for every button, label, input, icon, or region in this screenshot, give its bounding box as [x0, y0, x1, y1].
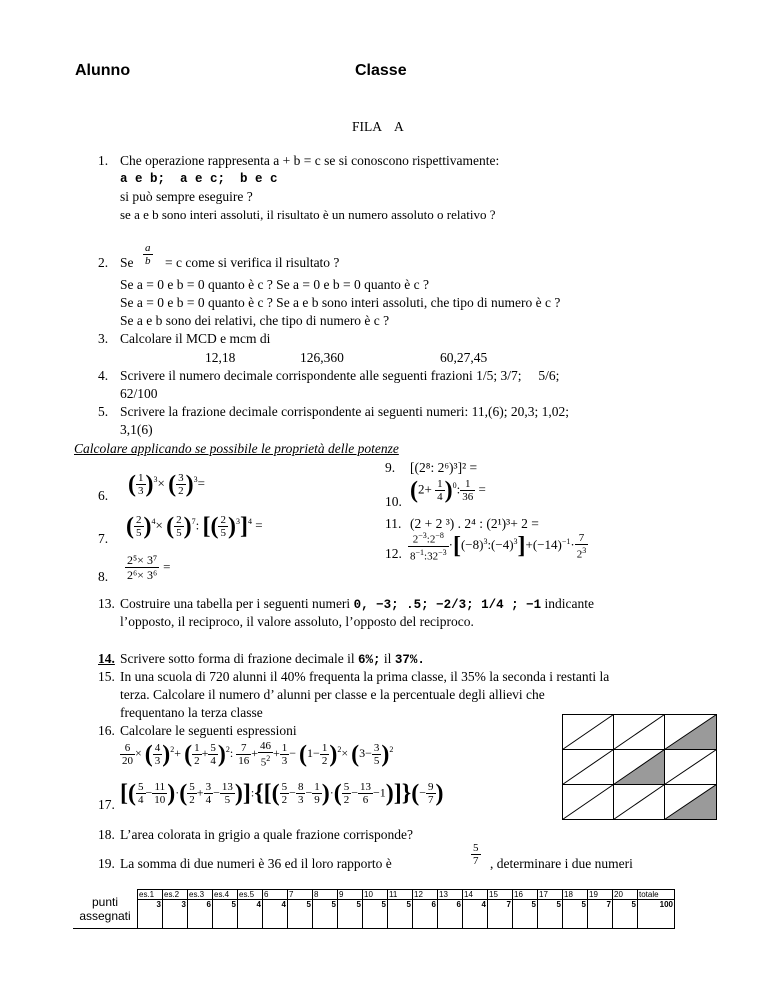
- q2-frac-num: a: [145, 242, 151, 254]
- points-header-cell: 12: [413, 890, 438, 900]
- q11-num: 11.: [385, 516, 402, 531]
- q2-se: Se: [120, 255, 134, 270]
- q3-b: 126,360: [300, 350, 344, 365]
- q13-text-a: Costruire una tabella per i seguenti numeri: [120, 596, 351, 611]
- q7-num: 7.: [98, 531, 109, 546]
- q2-line2: Se a = 0 e b = 0 quanto è c ? Se a = 0 e b = 0 quanto è c ?: [120, 277, 429, 292]
- points-header-cell: es.2: [163, 890, 188, 900]
- q19-text: La somma di due numeri è 36 ed il loro rapporto è: [120, 856, 392, 871]
- points-value-cell: 5: [288, 900, 313, 929]
- points-value-cell: 100: [638, 900, 675, 929]
- q15-num: 15.: [98, 669, 115, 684]
- fila-label: FILA A: [352, 119, 404, 134]
- points-header-cell: 7: [288, 890, 313, 900]
- q14-p1: 6%;: [358, 653, 381, 667]
- points-header-cell: 13: [438, 890, 463, 900]
- q1-line4: se a e b sono interi assoluti, il risultato è un numero assoluto o relativo ?: [120, 207, 496, 222]
- q1-num: 1.: [98, 153, 109, 168]
- q18-text: L’area colorata in grigio a quale frazione corrisponde?: [120, 827, 413, 842]
- q13-num: 13.: [98, 596, 115, 611]
- q8-expression: [125, 553, 170, 582]
- points-value-cell: 5: [538, 900, 563, 929]
- q6-num: 6.: [98, 488, 109, 503]
- points-value-cell: 5: [513, 900, 538, 929]
- q19-frac-num: 5: [473, 842, 479, 854]
- q16-expression: $\frac{6}{20}$ × ( $\frac{4}{3}$ )$^2$+ ( $\frac{1}{2}$ + $\frac{5}{4}$ )$^2$: $\frac{7}{16}$ + $\frac{46}{5^2}$ + $\frac{1}{3}$ − (1− $\frac{1}{2}$ )$^2$× (3− $\frac{3}{5}$ )$^2$: [122, 740, 394, 769]
- q8-equals: =: [163, 559, 171, 575]
- q5-num: 5.: [98, 404, 109, 419]
- q2-rest: = c come si verifica il risultato ?: [165, 255, 340, 270]
- points-value-cell: 3: [138, 900, 163, 929]
- points-value-cell: 6: [438, 900, 463, 929]
- q3-a: 12,18: [205, 350, 236, 365]
- q2-fraction: [143, 242, 153, 267]
- q1-line3: si può sempre eseguire ?: [120, 189, 253, 204]
- q13-text-b: indicante: [544, 596, 594, 611]
- points-value-cell: 6: [188, 900, 213, 929]
- q7-expression: ( $\frac{2}{5}$ )$^4$× ( $\frac{2}{5}$ )$^7$: [( $\frac{2}{5}$ )$^3$]$^4$ =: [126, 513, 263, 540]
- q9-num: 9.: [385, 460, 396, 475]
- grey-area-figure: [562, 714, 717, 820]
- points-value-cell: 6: [413, 900, 438, 929]
- q13-numbers: 0, −3; .5; −2/3; 1/4 ; −1: [353, 598, 542, 612]
- points-value-cell: 5: [338, 900, 363, 929]
- points-header-cell: es.3: [188, 890, 213, 900]
- q8-num: 8.: [98, 569, 109, 584]
- section-title: Calcolare applicando se possibile le proprietà delle potenze: [74, 441, 399, 456]
- q18-num: 18.: [98, 827, 115, 842]
- q15-line3: frequentano la terza classe: [120, 705, 263, 720]
- points-value-cell: 5: [363, 900, 388, 929]
- points-label: punti assegnati: [73, 890, 138, 929]
- q19-fraction: [471, 842, 481, 867]
- points-header-cell: es.4: [213, 890, 238, 900]
- q13-text: [120, 595, 594, 614]
- q6-expression: ( $\frac{1}{3}$ )$^3$× ( $\frac{3}{2}$ )$^3$=: [128, 471, 205, 498]
- q1-line1: Che operazione rappresenta a + b = c se si conoscono rispettivamente:: [120, 153, 500, 168]
- points-table: [73, 889, 675, 929]
- q19-text2: , determinare i due numeri: [490, 856, 633, 871]
- points-header-cell: 8: [313, 890, 338, 900]
- q14-il: il: [383, 651, 392, 666]
- q17-expression: [( $\frac{5}{4}$ − $\frac{11}{10}$ )·( $\frac{5}{2}$ + $\frac{3}{4}$ − $\frac{13}{5}$ )]:{[( $\frac{5}{2}$ − $\frac{8}{3}$ − $\frac{1}{9}$ )·( $\frac{5}{2}$ − $\frac{13}{6}$ −1)]}(− $\frac{9}{7}$ ): [120, 780, 444, 807]
- q2-line3: Se a = 0 e b = 0 quanto è c ? Se a e b sono interi assoluti, che tipo di numero è c ?: [120, 295, 561, 310]
- q15-line2: terza. Calcolare il numero d’ alunni per classe e la percentuale degli allievi che: [120, 687, 545, 702]
- points-header-cell: es.1: [138, 890, 163, 900]
- points-header-cell: 20: [613, 890, 638, 900]
- q19-num: 19.: [98, 856, 115, 871]
- q2-frac-den: b: [145, 255, 151, 267]
- q15-line1: In una scuola di 720 alunni il 40% frequenta la prima classe, il 35% la seconda i restanti la: [120, 669, 610, 684]
- points-value-cell: 7: [588, 900, 613, 929]
- q2-line4: Se a e b sono dei relativi, che tipo di numero è c ?: [120, 313, 390, 328]
- q16-text: Calcolare le seguenti espressioni: [120, 723, 297, 738]
- q17-num: 17.: [98, 797, 115, 812]
- points-value-cell: 5: [613, 900, 638, 929]
- q14-num: 14.: [98, 651, 115, 666]
- q3-c: 60,27,45: [440, 350, 488, 365]
- points-value-cell: 3: [163, 900, 188, 929]
- points-header-cell: 6: [263, 890, 288, 900]
- q2-num: 2.: [98, 255, 109, 270]
- points-header-cell: 17: [538, 890, 563, 900]
- points-header-cell: 16: [513, 890, 538, 900]
- points-value-cell: 5: [563, 900, 588, 929]
- points-value-cell: 4: [463, 900, 488, 929]
- q1-line2: a e b; a e c; b e c: [120, 172, 278, 186]
- q19-frac-den: 7: [473, 855, 479, 867]
- points-values-row: [73, 900, 675, 929]
- points-value-cell: 5: [313, 900, 338, 929]
- points-header-cell: 19: [588, 890, 613, 900]
- q14-text-a: Scrivere sotto forma di frazione decimale il: [120, 651, 355, 666]
- points-value-cell: 4: [263, 900, 288, 929]
- points-header-cell: 10: [363, 890, 388, 900]
- q5-text: Scrivere la frazione decimale corrispondente ai seguenti numeri: 11,(6); 20,3; 1,02;: [120, 404, 569, 419]
- q9-expr: [(2⁸: 2⁶)³]² =: [410, 460, 478, 475]
- q12-num: 12.: [385, 546, 402, 561]
- q3-text: Calcolare il MCD e mcm di: [120, 331, 271, 346]
- q10-expression: (2+ $\frac{1}{4}$ )$^0$: $\frac{1}{36}$ =: [410, 477, 486, 504]
- q11-expr: (2 + 2 ³) . 2⁴ : (2¹)³+ 2 =: [410, 516, 539, 531]
- points-header-cell: 9: [338, 890, 363, 900]
- points-header-cell: 18: [563, 890, 588, 900]
- q14-p2: 37%.: [394, 653, 425, 667]
- q10-num: 10.: [385, 494, 402, 509]
- points-header-cell: 15: [488, 890, 513, 900]
- points-value-cell: 5: [213, 900, 238, 929]
- points-header-cell: 14: [463, 890, 488, 900]
- q13-line2: l’opposto, il reciproco, il valore assoluto, l’opposto del reciproco.: [120, 614, 474, 629]
- q4-text: Scrivere il numero decimale corrispondente alle seguenti frazioni 1/5; 3/7; 5/6;: [120, 368, 560, 383]
- q5-cont: 3,1(6): [120, 422, 153, 437]
- q8-denominator: 2⁶× 3⁶: [127, 568, 158, 582]
- q4-num: 4.: [98, 368, 109, 383]
- points-header-cell: 11: [388, 890, 413, 900]
- q16-num: 16.: [98, 723, 115, 738]
- points-value-cell: 4: [238, 900, 263, 929]
- points-header-row: [73, 890, 675, 900]
- q4-cont: 62/100: [120, 386, 158, 401]
- q12-expression: $\frac{2^{-3}:2^{-8}}{8^{-1}:32^{-3}}$ $\cdot[(-8)^3:(-4)^3]+(-14)^{-1}\cdot$ $\frac{7}{2^3}$: [410, 531, 587, 563]
- q3-num: 3.: [98, 331, 109, 346]
- alunno-label: Alunno: [75, 62, 131, 79]
- points-value-cell: 5: [388, 900, 413, 929]
- points-header-cell: es.5: [238, 890, 263, 900]
- points-header-cell: totale: [638, 890, 675, 900]
- points-value-cell: 7: [488, 900, 513, 929]
- q14-text: [120, 650, 425, 669]
- classe-label: Classe: [355, 62, 407, 79]
- q8-numerator: 2⁵× 3⁷: [127, 553, 158, 567]
